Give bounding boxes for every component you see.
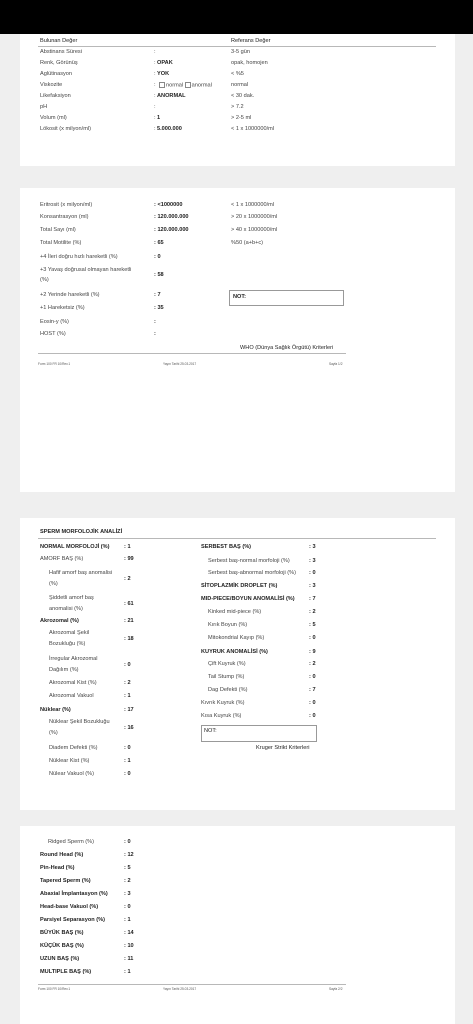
morph-label: Akrozomal Şekil <box>49 630 90 636</box>
morph-value <box>124 725 134 732</box>
row-label: +3 Yavaş doğrusal olmayan hareketli <box>40 267 132 273</box>
morph-value <box>309 635 316 642</box>
colon: : <box>124 956 126 962</box>
row-label: Lökosit (x milyon/ml) <box>40 126 91 132</box>
row-value <box>124 969 131 976</box>
row-label: Volum (ml) <box>40 115 67 121</box>
header-reference-value: Referans Değer <box>231 38 271 44</box>
colon: : <box>154 272 156 278</box>
morph-value <box>309 687 316 694</box>
colon: : <box>124 943 126 949</box>
row-label: MULTIPLE BAŞ (%) <box>40 969 92 975</box>
row-value <box>124 904 131 911</box>
row-label: BÜYÜK BAŞ (%) <box>40 930 84 936</box>
morph-label: Serbest baş-abnormal morfoloji (%) <box>208 570 296 576</box>
row-label: Eritrosit (x milyon/ml) <box>40 202 93 208</box>
value-text: 1 <box>127 917 131 923</box>
morph-label: MID-PIECE/BOYUN ANOMALİSİ (%) <box>201 596 295 602</box>
row-value <box>154 227 189 234</box>
morph-value <box>309 596 316 603</box>
colon: : <box>309 583 311 589</box>
morph-value <box>124 662 131 669</box>
value-text: 3 <box>127 891 131 897</box>
value-text: 2 <box>127 680 131 686</box>
option-anormal: anormal <box>191 82 212 89</box>
value-text: 65 <box>157 240 164 246</box>
morph-label: Mitokondrial Kayıp (%) <box>208 635 265 641</box>
row-value <box>124 839 131 846</box>
value-text: 0 <box>312 700 316 706</box>
row-value <box>154 214 189 221</box>
colon: : <box>124 680 126 686</box>
morph-value <box>309 713 316 720</box>
morph-label: Nüklear Şekil Bozukluğu <box>49 719 110 725</box>
row-label: Aglütinasyon <box>40 71 73 77</box>
colon: : <box>154 71 156 77</box>
row-value <box>124 917 131 924</box>
value-text: 61 <box>127 601 134 607</box>
value-text: 2 <box>127 878 131 884</box>
value-text: 0 <box>312 713 316 719</box>
morph-value <box>309 649 316 656</box>
colon: : <box>154 292 156 298</box>
morph-label: Kıvrık Kuyruk (%) <box>201 700 245 706</box>
note-label: NOT: <box>204 728 217 734</box>
row-label: Eosin-y (%) <box>40 319 69 325</box>
morph-label: Nülear Vakuol (%) <box>49 771 94 777</box>
value-text: 0 <box>127 904 131 910</box>
morph-value <box>309 609 316 616</box>
value-text: 11 <box>127 956 134 962</box>
row-label: +2 Yerinde hareketli (%) <box>40 292 100 298</box>
morph-label: Çift Kuyruk (%) <box>208 661 246 667</box>
row-label: HOST (%) <box>40 331 66 337</box>
row-value <box>124 943 134 950</box>
colon: : <box>154 115 156 121</box>
value-text: 12 <box>127 852 134 858</box>
value-text: 17 <box>127 707 134 713</box>
row-label: Tapered Sperm (%) <box>40 878 91 884</box>
colon: : <box>154 82 156 88</box>
colon: : <box>309 596 311 602</box>
morph-value <box>309 558 316 565</box>
checkbox-normal[interactable] <box>159 82 165 88</box>
value-text: 3 <box>312 558 316 564</box>
colon: : <box>124 930 126 936</box>
colon: : <box>154 104 156 110</box>
colon: : <box>124 725 126 731</box>
morph-value <box>124 758 131 765</box>
colon: : <box>154 93 156 99</box>
morph-label: Hafif amorf baş anomalisi <box>49 570 113 576</box>
colon: : <box>124 891 126 897</box>
morph-label: AMORF BAŞ (%) <box>40 556 84 562</box>
morph-label: Diadem Defekti (%) <box>49 745 98 751</box>
row-value <box>154 254 161 261</box>
colon: : <box>154 227 156 233</box>
morph-value <box>124 556 134 563</box>
colon: : <box>309 649 311 655</box>
page-2 <box>20 188 455 492</box>
morph-value <box>124 576 131 583</box>
morph-label: SERBEST BAŞ (%) <box>201 544 252 550</box>
morph-label: Akrozomal Kist (%) <box>49 680 97 686</box>
morph-value <box>124 707 134 714</box>
row-value <box>154 272 164 279</box>
row-label: Abstinans Süresi <box>40 49 82 55</box>
morph-value <box>309 622 316 629</box>
morph-label: Kısa Kuyruk (%) <box>201 713 242 719</box>
morph-label: Kinked mid-piece (%) <box>208 609 262 615</box>
note-label: NOT: <box>233 294 247 300</box>
colon: : <box>309 558 311 564</box>
colon: : <box>124 745 126 751</box>
row-value <box>124 878 131 885</box>
value-text: 0 <box>312 674 316 680</box>
colon: : <box>309 635 311 641</box>
value-text: 0 <box>312 570 316 576</box>
row-value: OPAK <box>157 60 173 66</box>
morph-value <box>309 544 316 551</box>
morph-value <box>124 680 131 687</box>
value-text: 58 <box>157 272 164 278</box>
value-text: 16 <box>127 725 134 731</box>
option-normal: normal <box>166 82 184 89</box>
value-text: 5 <box>312 622 316 628</box>
value-text: 18 <box>127 636 134 642</box>
value-text: 35 <box>157 305 164 311</box>
morph-value <box>124 618 134 625</box>
row-reference: < 1 x 1000000/ml <box>231 126 275 132</box>
value-text: 1 <box>127 693 131 699</box>
colon: : <box>124 662 126 668</box>
morph-label-cont: (%) <box>49 581 58 587</box>
row-label: +1 Hareketsiz (%) <box>40 305 85 311</box>
colon: : <box>154 331 156 337</box>
value-text: 1 <box>127 758 131 764</box>
viscosity-options <box>159 82 212 89</box>
colon: : <box>124 544 126 550</box>
value-text: 3 <box>312 544 316 550</box>
footer-page: Sayfa 2/2 <box>329 987 343 991</box>
value-text: 120.000.000 <box>157 227 189 233</box>
value-text: 21 <box>127 618 134 624</box>
morph-value <box>309 570 316 577</box>
value-text: 0 <box>312 635 316 641</box>
morph-label-cont: anomalisi (%) <box>49 606 83 612</box>
row-label: Likefaksiyon <box>40 93 71 99</box>
colon: : <box>124 556 126 562</box>
colon: : <box>124 852 126 858</box>
page-1 <box>20 34 455 166</box>
colon: : <box>124 917 126 923</box>
colon: : <box>124 771 126 777</box>
colon: : <box>124 693 126 699</box>
row-label: Parsiyel Separasyon (%) <box>40 917 105 923</box>
morph-value <box>124 771 131 778</box>
row-value <box>124 891 131 898</box>
header-found-value: Bulunan Değer <box>40 38 78 44</box>
colon: : <box>124 878 126 884</box>
morph-label: Nüklear Kist (%) <box>49 758 90 764</box>
row-label: KÜÇÜK BAŞ (%) <box>40 943 84 949</box>
value-text: 7 <box>312 596 316 602</box>
row-label: Konsantrasyon (ml) <box>40 214 89 220</box>
morph-label: İrregular Akrozomal <box>49 656 98 662</box>
morph-label: Akrozomal Vakuol <box>49 693 94 699</box>
colon: : <box>154 202 156 208</box>
row-value: 5.000.000 <box>157 126 182 132</box>
colon: : <box>124 865 126 871</box>
row-reference: > 20 x 1000000/ml <box>231 214 278 220</box>
colon: : <box>124 969 126 975</box>
colon: : <box>154 214 156 220</box>
morph-label-cont: Bozukluğu (%) <box>49 641 86 647</box>
row-reference: 3-5 gün <box>231 49 250 55</box>
row-label: Round Head (%) <box>40 852 84 858</box>
row-value: ANORMAL <box>157 93 186 99</box>
colon: : <box>124 758 126 764</box>
value-text: 7 <box>312 687 316 693</box>
note-box <box>229 290 344 306</box>
morph-label: Serbest baş-normal morfoloji (%) <box>208 558 290 564</box>
row-value <box>154 202 182 209</box>
criteria-label: Kruger Strikt Kriterleri <box>256 745 310 751</box>
colon: : <box>309 544 311 550</box>
colon: : <box>124 601 126 607</box>
morph-label: Dag Defekti (%) <box>208 687 248 693</box>
morph-label: Tail Stump (%) <box>208 674 245 680</box>
row-reference: > 40 x 1000000/ml <box>231 227 278 233</box>
row-label: Total Sayı (ml) <box>40 227 76 233</box>
colon: : <box>124 839 126 845</box>
value-text: 3 <box>312 583 316 589</box>
colon: : <box>309 700 311 706</box>
colon: : <box>154 126 156 132</box>
value-text: 0 <box>157 254 161 260</box>
colon: : <box>309 661 311 667</box>
row-value <box>124 865 131 872</box>
colon: : <box>309 609 311 615</box>
value-text: 0 <box>127 839 131 845</box>
criteria-label: WHO (Dünya Sağlık Örgütü) Kriterleri <box>240 345 334 351</box>
value-text: 0 <box>127 662 131 668</box>
row-label-cont: (%) <box>40 277 49 283</box>
morph-value <box>124 745 131 752</box>
colon: : <box>154 319 156 325</box>
row-label: Head-base Vakuol (%) <box>40 904 99 910</box>
row-value <box>154 240 164 247</box>
morph-value <box>124 601 134 608</box>
footer-form: Form 100 FR 10/Rev.1 <box>38 362 71 366</box>
divider <box>38 538 436 539</box>
row-label: pH <box>40 104 48 110</box>
row-value <box>154 319 156 326</box>
colon: : <box>154 60 156 66</box>
morph-label-cont: (%) <box>49 730 58 736</box>
colon: : <box>124 618 126 624</box>
note-box <box>201 725 317 742</box>
value-text: 1 <box>127 544 131 550</box>
colon: : <box>154 49 156 55</box>
footer-date: Yayın Tarihi 25.03.2017 <box>163 987 197 991</box>
value-text: 2 <box>312 661 316 667</box>
morph-label: Nüklear (%) <box>40 707 71 713</box>
row-label: Total Motilite (%) <box>40 240 82 246</box>
morph-value <box>309 674 316 681</box>
value-text: 99 <box>127 556 134 562</box>
colon: : <box>309 674 311 680</box>
row-label: UZUN BAŞ (%) <box>40 956 80 962</box>
top-bar <box>0 0 473 34</box>
colon: : <box>124 707 126 713</box>
row-value <box>154 331 156 338</box>
row-value <box>124 956 133 963</box>
checkbox-anormal[interactable] <box>185 82 191 88</box>
row-label: Viskozite <box>40 82 63 88</box>
footer-form: Form 100 FR 10/Rev.1 <box>38 987 71 991</box>
row-reference: %50 (a+b+c) <box>231 240 264 246</box>
row-reference: < 1 x 1000000/ml <box>231 202 275 208</box>
morph-label: Akrozomal (%) <box>40 618 79 624</box>
footer-date: Yayın Tarihi 25.03.2017 <box>163 362 197 366</box>
value-text: 0 <box>127 771 131 777</box>
divider <box>38 984 346 985</box>
footer-page: Sayfa 1/2 <box>329 362 343 366</box>
row-value <box>154 292 161 299</box>
morph-value <box>309 583 316 590</box>
morph-label: Kırık Boyun (%) <box>208 622 248 628</box>
section-title: SPERM MORFOLOJİK ANALİZİ <box>40 529 123 535</box>
divider <box>38 46 436 47</box>
morph-label-cont: Dağılım (%) <box>49 667 79 673</box>
morph-label: KUYRUK ANOMALİSİ (%) <box>201 649 268 655</box>
row-value <box>124 852 134 859</box>
value-text: 2 <box>127 576 131 582</box>
row-reference: normal <box>231 82 249 88</box>
colon: : <box>154 305 156 311</box>
colon: : <box>154 240 156 246</box>
divider <box>38 353 346 354</box>
row-value: 1 <box>157 115 161 121</box>
value-text: 10 <box>127 943 134 949</box>
page-3 <box>20 518 455 810</box>
row-label: +4 İleri doğru hızlı hareketli (%) <box>40 254 118 260</box>
value-text: 120.000.000 <box>157 214 189 220</box>
row-reference: < %5 <box>231 71 244 77</box>
value-text: 7 <box>157 292 161 298</box>
morph-value <box>309 661 316 668</box>
value-text: 2 <box>312 609 316 615</box>
morph-value <box>309 700 316 707</box>
morph-label: NORMAL MORFOLOJİ (%) <box>40 544 110 550</box>
colon: : <box>124 576 126 582</box>
morph-value <box>124 544 131 551</box>
colon: : <box>309 570 311 576</box>
morph-value <box>124 636 134 643</box>
row-label: Abaxial İmplantasyon (%) <box>40 891 108 897</box>
value-text: 9 <box>312 649 316 655</box>
value-text: 5 <box>127 865 131 871</box>
value-text: 14 <box>127 930 134 936</box>
colon: : <box>124 636 126 642</box>
row-label: Renk, Görünüş <box>40 60 78 66</box>
page-4 <box>20 826 455 1024</box>
row-label: Pin-Head (%) <box>40 865 75 871</box>
colon: : <box>154 254 156 260</box>
row-reference: < 30 dak. <box>231 93 255 99</box>
row-reference: > 2-5 ml <box>231 115 252 121</box>
colon: : <box>124 904 126 910</box>
value-text: <1000000 <box>157 202 183 208</box>
morph-value <box>124 693 131 700</box>
colon: : <box>309 687 311 693</box>
row-value: YOK <box>157 71 170 77</box>
row-reference: opak, homojen <box>231 60 268 66</box>
colon: : <box>309 713 311 719</box>
morph-label: SİTOPLAZMİK DROPLET (%) <box>201 583 278 589</box>
row-value <box>154 305 164 312</box>
row-reference: > 7.2 <box>231 104 244 110</box>
row-label: Ridged Sperm (%) <box>48 839 95 845</box>
row-value <box>124 930 134 937</box>
morph-label: Şiddetli amorf baş <box>49 595 94 601</box>
value-text: 0 <box>127 745 131 751</box>
colon: : <box>309 622 311 628</box>
value-text: 1 <box>127 969 131 975</box>
